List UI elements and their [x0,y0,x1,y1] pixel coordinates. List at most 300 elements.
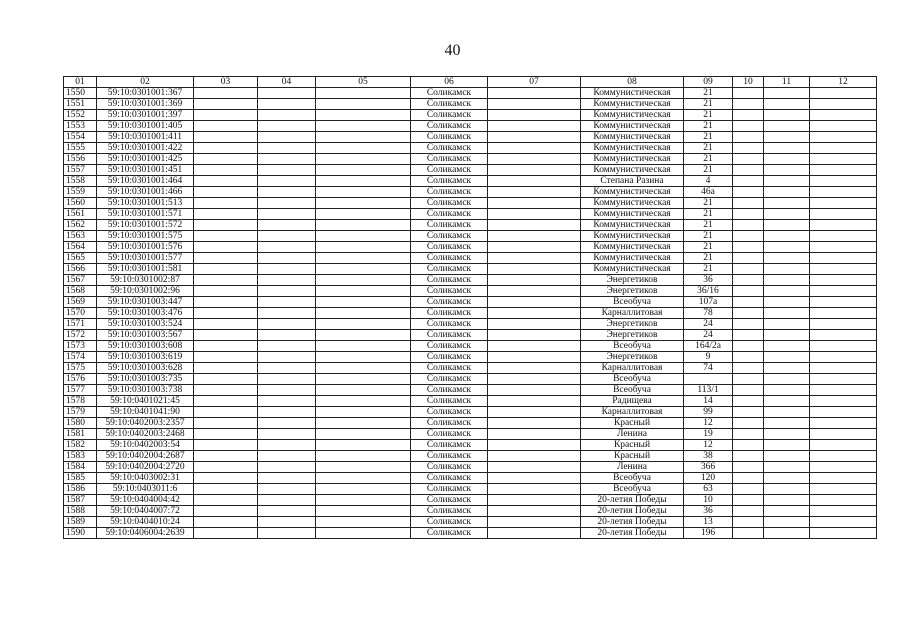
col-04-cell [258,264,316,275]
cadastral-number-cell: 59:10:0301003:619 [97,352,194,363]
street-cell: Коммунистическая [581,110,684,121]
col-10-cell [733,385,764,396]
col-03-cell [194,88,258,99]
col-07-cell [488,220,581,231]
col-07-cell [488,286,581,297]
col-07-cell [488,473,581,484]
column-header: 03 [194,77,258,88]
col-03-cell [194,187,258,198]
col-04-cell [258,154,316,165]
col-11-cell [764,264,810,275]
col-12-cell [810,517,877,528]
house-number-cell: 21 [684,99,733,110]
table-row [64,88,877,99]
row-number-cell: 1554 [64,132,97,143]
col-04-cell [258,176,316,187]
row-number-cell: 1573 [64,341,97,352]
street-cell: Коммунистическая [581,132,684,143]
col-11-cell [764,198,810,209]
col-07-cell [488,231,581,242]
col-12-cell [810,154,877,165]
table-row [64,506,877,517]
house-number-cell: 24 [684,319,733,330]
col-07-cell [488,374,581,385]
city-cell: Соликамск [411,396,488,407]
col-07-cell [488,429,581,440]
row-number-cell: 1581 [64,429,97,440]
col-10-cell [733,407,764,418]
col-10-cell [733,341,764,352]
col-10-cell [733,242,764,253]
col-12-cell [810,275,877,286]
col-12-cell [810,385,877,396]
col-03-cell [194,418,258,429]
col-10-cell [733,495,764,506]
col-04-cell [258,187,316,198]
col-11-cell [764,99,810,110]
street-cell: Коммунистическая [581,187,684,198]
street-cell: Красный [581,440,684,451]
cadastral-number-cell: 59:10:0301001:369 [97,99,194,110]
street-cell: Красный [581,451,684,462]
cadastral-number-cell: 59:10:0401041:90 [97,407,194,418]
house-number-cell: 63 [684,484,733,495]
row-number-cell: 1576 [64,374,97,385]
col-10-cell [733,132,764,143]
col-07-cell [488,407,581,418]
row-number-cell: 1568 [64,286,97,297]
street-cell: Энергетиков [581,330,684,341]
cadastral-number-cell: 59:10:0301001:581 [97,264,194,275]
cadastral-number-cell: 59:10:0403011:6 [97,484,194,495]
table-row [64,440,877,451]
row-number-cell: 1587 [64,495,97,506]
cadastral-number-cell: 59:10:0301003:447 [97,297,194,308]
col-10-cell [733,451,764,462]
city-cell: Соликамск [411,143,488,154]
col-12-cell [810,440,877,451]
house-number-cell: 99 [684,407,733,418]
cadastral-number-cell: 59:10:0402004:2687 [97,451,194,462]
table-body [64,88,877,539]
col-04-cell [258,165,316,176]
col-04-cell [258,308,316,319]
table-row [64,110,877,121]
house-number-cell: 120 [684,473,733,484]
col-12-cell [810,451,877,462]
col-10-cell [733,429,764,440]
street-cell: Всеобуча [581,297,684,308]
col-03-cell [194,374,258,385]
table-row [64,495,877,506]
cadastral-number-cell: 59:10:0301003:628 [97,363,194,374]
table-row [64,517,877,528]
city-cell: Соликамск [411,451,488,462]
street-cell: Коммунистическая [581,154,684,165]
street-cell: Энергетиков [581,352,684,363]
col-07-cell [488,198,581,209]
col-10-cell [733,231,764,242]
city-cell: Соликамск [411,528,488,539]
col-10-cell [733,396,764,407]
street-cell: Энергетиков [581,275,684,286]
col-12-cell [810,396,877,407]
col-12-cell [810,363,877,374]
table-row [64,176,877,187]
col-04-cell [258,253,316,264]
cadastral-number-cell: 59:10:0301002:87 [97,275,194,286]
cadastral-number-cell: 59:10:0301003:735 [97,374,194,385]
col-11-cell [764,330,810,341]
cadastral-number-cell: 59:10:0301003:567 [97,330,194,341]
street-cell: 20-летия Победы [581,517,684,528]
street-cell: 20-летия Победы [581,495,684,506]
col-11-cell [764,209,810,220]
table-row [64,407,877,418]
street-cell: Ленина [581,462,684,473]
city-cell: Соликамск [411,341,488,352]
cadastral-number-cell: 59:10:0301001:576 [97,242,194,253]
row-number-cell: 1577 [64,385,97,396]
col-11-cell [764,451,810,462]
row-number-cell: 1559 [64,187,97,198]
row-number-cell: 1558 [64,176,97,187]
row-number-cell: 1579 [64,407,97,418]
street-cell: Коммунистическая [581,231,684,242]
col-05-cell [316,231,411,242]
col-04-cell [258,220,316,231]
table-row [64,418,877,429]
col-04-cell [258,231,316,242]
col-10-cell [733,99,764,110]
col-07-cell [488,352,581,363]
table-row [64,528,877,539]
street-cell: Степана Разина [581,176,684,187]
col-05-cell [316,462,411,473]
col-04-cell [258,286,316,297]
row-number-cell: 1570 [64,308,97,319]
table-row [64,231,877,242]
street-cell: Коммунистическая [581,253,684,264]
col-10-cell [733,253,764,264]
col-12-cell [810,407,877,418]
cadastral-number-cell: 59:10:0301003:524 [97,319,194,330]
col-05-cell [316,286,411,297]
row-number-cell: 1551 [64,99,97,110]
col-07-cell [488,110,581,121]
col-10-cell [733,187,764,198]
col-07-cell [488,242,581,253]
col-05-cell [316,110,411,121]
city-cell: Соликамск [411,209,488,220]
house-number-cell: 107а [684,297,733,308]
col-10-cell [733,418,764,429]
house-number-cell: 9 [684,352,733,363]
col-12-cell [810,308,877,319]
city-cell: Соликамск [411,231,488,242]
street-cell: Всеобуча [581,484,684,495]
city-cell: Соликамск [411,132,488,143]
table-row [64,121,877,132]
cadastral-number-cell: 59:10:0301001:575 [97,231,194,242]
column-header: 02 [97,77,194,88]
col-04-cell [258,110,316,121]
table-row [64,319,877,330]
cadastral-number-cell: 59:10:0301001:577 [97,253,194,264]
col-12-cell [810,462,877,473]
col-10-cell [733,88,764,99]
column-header: 07 [488,77,581,88]
row-number-cell: 1588 [64,506,97,517]
cadastral-number-cell: 59:10:0402003:2357 [97,418,194,429]
city-cell: Соликамск [411,407,488,418]
col-12-cell [810,253,877,264]
col-04-cell [258,473,316,484]
row-number-cell: 1585 [64,473,97,484]
col-11-cell [764,462,810,473]
col-03-cell [194,484,258,495]
city-cell: Соликамск [411,440,488,451]
cadastral-number-cell: 59:10:0301003:608 [97,341,194,352]
col-05-cell [316,330,411,341]
col-12-cell [810,132,877,143]
col-03-cell [194,143,258,154]
street-cell: Красный [581,418,684,429]
col-12-cell [810,264,877,275]
col-11-cell [764,484,810,495]
street-cell: Всеобуча [581,374,684,385]
table-row [64,209,877,220]
cadastral-number-cell: 59:10:0406004:2639 [97,528,194,539]
row-number-cell: 1552 [64,110,97,121]
col-04-cell [258,275,316,286]
col-10-cell [733,440,764,451]
col-10-cell [733,220,764,231]
col-03-cell [194,363,258,374]
row-number-cell: 1578 [64,396,97,407]
col-07-cell [488,253,581,264]
col-04-cell [258,297,316,308]
col-05-cell [316,176,411,187]
street-cell: Радищева [581,396,684,407]
col-12-cell [810,165,877,176]
row-number-cell: 1584 [64,462,97,473]
street-cell: Коммунистическая [581,88,684,99]
col-10-cell [733,143,764,154]
city-cell: Соликамск [411,473,488,484]
house-number-cell: 21 [684,121,733,132]
table-row [64,462,877,473]
col-11-cell [764,121,810,132]
col-11-cell [764,352,810,363]
col-04-cell [258,242,316,253]
column-header: 01 [64,77,97,88]
col-05-cell [316,473,411,484]
row-number-cell: 1575 [64,363,97,374]
cadastral-number-cell: 59:10:0402003:54 [97,440,194,451]
col-05-cell [316,418,411,429]
col-03-cell [194,286,258,297]
col-12-cell [810,330,877,341]
city-cell: Соликамск [411,297,488,308]
col-10-cell [733,154,764,165]
table-row [64,297,877,308]
col-12-cell [810,176,877,187]
table-row [64,132,877,143]
row-number-cell: 1580 [64,418,97,429]
col-04-cell [258,517,316,528]
col-07-cell [488,495,581,506]
col-10-cell [733,517,764,528]
table-row [64,242,877,253]
col-05-cell [316,374,411,385]
col-05-cell [316,506,411,517]
col-11-cell [764,528,810,539]
city-cell: Соликамск [411,253,488,264]
col-04-cell [258,462,316,473]
city-cell: Соликамск [411,198,488,209]
col-11-cell [764,110,810,121]
col-03-cell [194,473,258,484]
col-11-cell [764,363,810,374]
col-04-cell [258,330,316,341]
house-number-cell: 21 [684,264,733,275]
col-10-cell [733,165,764,176]
col-07-cell [488,308,581,319]
cadastral-number-cell: 59:10:0301001:367 [97,88,194,99]
cadastral-number-cell: 59:10:0401021:45 [97,396,194,407]
col-03-cell [194,297,258,308]
col-12-cell [810,231,877,242]
col-12-cell [810,198,877,209]
col-12-cell [810,220,877,231]
col-12-cell [810,187,877,198]
house-number-cell: 36 [684,506,733,517]
city-cell: Соликамск [411,462,488,473]
col-04-cell [258,440,316,451]
table-row [64,330,877,341]
col-11-cell [764,253,810,264]
col-05-cell [316,242,411,253]
col-04-cell [258,352,316,363]
city-cell: Соликамск [411,484,488,495]
col-03-cell [194,99,258,110]
col-11-cell [764,187,810,198]
house-number-cell: 21 [684,242,733,253]
col-03-cell [194,495,258,506]
col-03-cell [194,506,258,517]
cadastral-number-cell: 59:10:0404010:24 [97,517,194,528]
city-cell: Соликамск [411,275,488,286]
house-number-cell: 4 [684,176,733,187]
col-07-cell [488,462,581,473]
col-05-cell [316,363,411,374]
col-12-cell [810,473,877,484]
col-03-cell [194,330,258,341]
col-10-cell [733,110,764,121]
col-05-cell [316,396,411,407]
cadastral-number-cell: 59:10:0301001:571 [97,209,194,220]
col-11-cell [764,286,810,297]
col-10-cell [733,473,764,484]
col-05-cell [316,187,411,198]
street-cell: 20-летия Победы [581,506,684,517]
city-cell: Соликамск [411,286,488,297]
col-10-cell [733,308,764,319]
table-row [64,429,877,440]
row-number-cell: 1566 [64,264,97,275]
col-04-cell [258,198,316,209]
col-10-cell [733,198,764,209]
city-cell: Соликамск [411,165,488,176]
city-cell: Соликамск [411,517,488,528]
cadastral-number-cell: 59:10:0301001:464 [97,176,194,187]
table-row [64,352,877,363]
registry-table [63,76,877,539]
col-05-cell [316,209,411,220]
col-11-cell [764,495,810,506]
col-05-cell [316,132,411,143]
column-header: 12 [810,77,877,88]
col-05-cell [316,528,411,539]
col-07-cell [488,209,581,220]
col-07-cell [488,385,581,396]
col-12-cell [810,429,877,440]
cadastral-number-cell: 59:10:0301001:425 [97,154,194,165]
col-07-cell [488,330,581,341]
col-11-cell [764,440,810,451]
house-number-cell: 13 [684,517,733,528]
col-03-cell [194,165,258,176]
city-cell: Соликамск [411,110,488,121]
col-05-cell [316,143,411,154]
house-number-cell: 21 [684,253,733,264]
cadastral-number-cell: 59:10:0301001:572 [97,220,194,231]
col-11-cell [764,176,810,187]
city-cell: Соликамск [411,385,488,396]
table-row [64,99,877,110]
col-10-cell [733,506,764,517]
cadastral-number-cell: 59:10:0404007:72 [97,506,194,517]
col-12-cell [810,88,877,99]
row-number-cell: 1569 [64,297,97,308]
table-row [64,143,877,154]
col-11-cell [764,143,810,154]
col-05-cell [316,165,411,176]
col-12-cell [810,286,877,297]
col-04-cell [258,495,316,506]
row-number-cell: 1582 [64,440,97,451]
row-number-cell: 1586 [64,484,97,495]
street-cell: Ленина [581,429,684,440]
col-10-cell [733,275,764,286]
header-row [64,77,877,88]
col-04-cell [258,99,316,110]
house-number-cell: 164/2а [684,341,733,352]
col-04-cell [258,418,316,429]
city-cell: Соликамск [411,418,488,429]
row-number-cell: 1590 [64,528,97,539]
col-07-cell [488,440,581,451]
street-cell: Всеобуча [581,341,684,352]
col-03-cell [194,308,258,319]
cadastral-number-cell: 59:10:0301001:513 [97,198,194,209]
city-cell: Соликамск [411,319,488,330]
col-03-cell [194,231,258,242]
house-number-cell: 12 [684,418,733,429]
col-07-cell [488,132,581,143]
col-04-cell [258,374,316,385]
